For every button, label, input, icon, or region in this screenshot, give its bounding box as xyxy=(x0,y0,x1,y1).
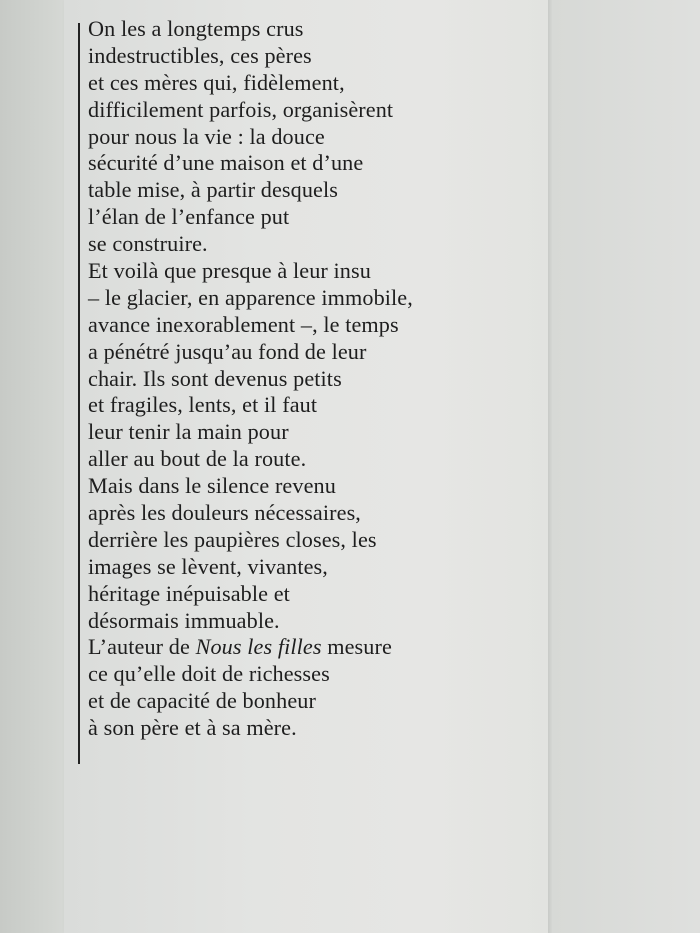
vertical-margin-rule xyxy=(78,23,80,764)
text-line-21: images se lèvent, vivantes, xyxy=(88,553,328,579)
text-line-14: chair. Ils sont devenus petits xyxy=(88,365,342,391)
text-line-26: et de capacité de bonheur xyxy=(88,688,316,714)
back-cover-text xyxy=(88,16,538,742)
text-line-2: indestructibles, ces pères xyxy=(88,42,312,68)
text-line-10: Et voilà que presque à leur insu xyxy=(88,258,371,284)
left-shadow-area xyxy=(0,0,72,933)
text-line-11: – le glacier, en apparence immobile, xyxy=(88,284,413,310)
text-line-8: l’élan de l’enfance put xyxy=(88,204,290,230)
text-line-24-prefix: L’auteur de xyxy=(88,634,196,660)
text-line-24-suffix: mesure xyxy=(321,634,392,660)
text-line-9: se construire. xyxy=(88,231,208,257)
text-line-19: après les douleurs nécessaires, xyxy=(88,500,361,526)
text-line-23: désormais immuable. xyxy=(88,607,280,633)
text-line-15: et fragiles, lents, et il faut xyxy=(88,392,318,418)
text-line-4: difficilement parfois, organisèrent xyxy=(88,96,394,122)
text-line-1: On les a longtemps crus xyxy=(88,16,304,41)
text-line-6: sécurité d’une maison et d’une xyxy=(88,150,364,176)
text-line-20: derrière les paupières closes, les xyxy=(88,526,377,552)
text-line-24 xyxy=(88,634,538,661)
text-line-16: leur tenir la main pour xyxy=(88,419,289,445)
text-line-13: a pénétré jusqu’au fond de leur xyxy=(88,338,367,364)
text-line-18: Mais dans le silence revenu xyxy=(88,473,336,499)
book-title-italic: Nous les filles xyxy=(195,634,322,660)
text-line-12: avance inexorablement –, le temps xyxy=(88,311,399,337)
background-surface xyxy=(552,0,700,933)
text-line-22: héritage inépuisable et xyxy=(88,580,290,606)
text-line-3: et ces mères qui, fidèlement, xyxy=(88,69,345,95)
text-line-5: pour nous la vie : la douce xyxy=(88,123,325,149)
text-line-27: à son père et à sa mère. xyxy=(88,715,297,741)
text-line-7: table mise, à partir desquels xyxy=(88,177,338,203)
text-line-17: aller au bout de la route. xyxy=(88,446,307,472)
text-line-25: ce qu’elle doit de richesses xyxy=(88,661,330,687)
